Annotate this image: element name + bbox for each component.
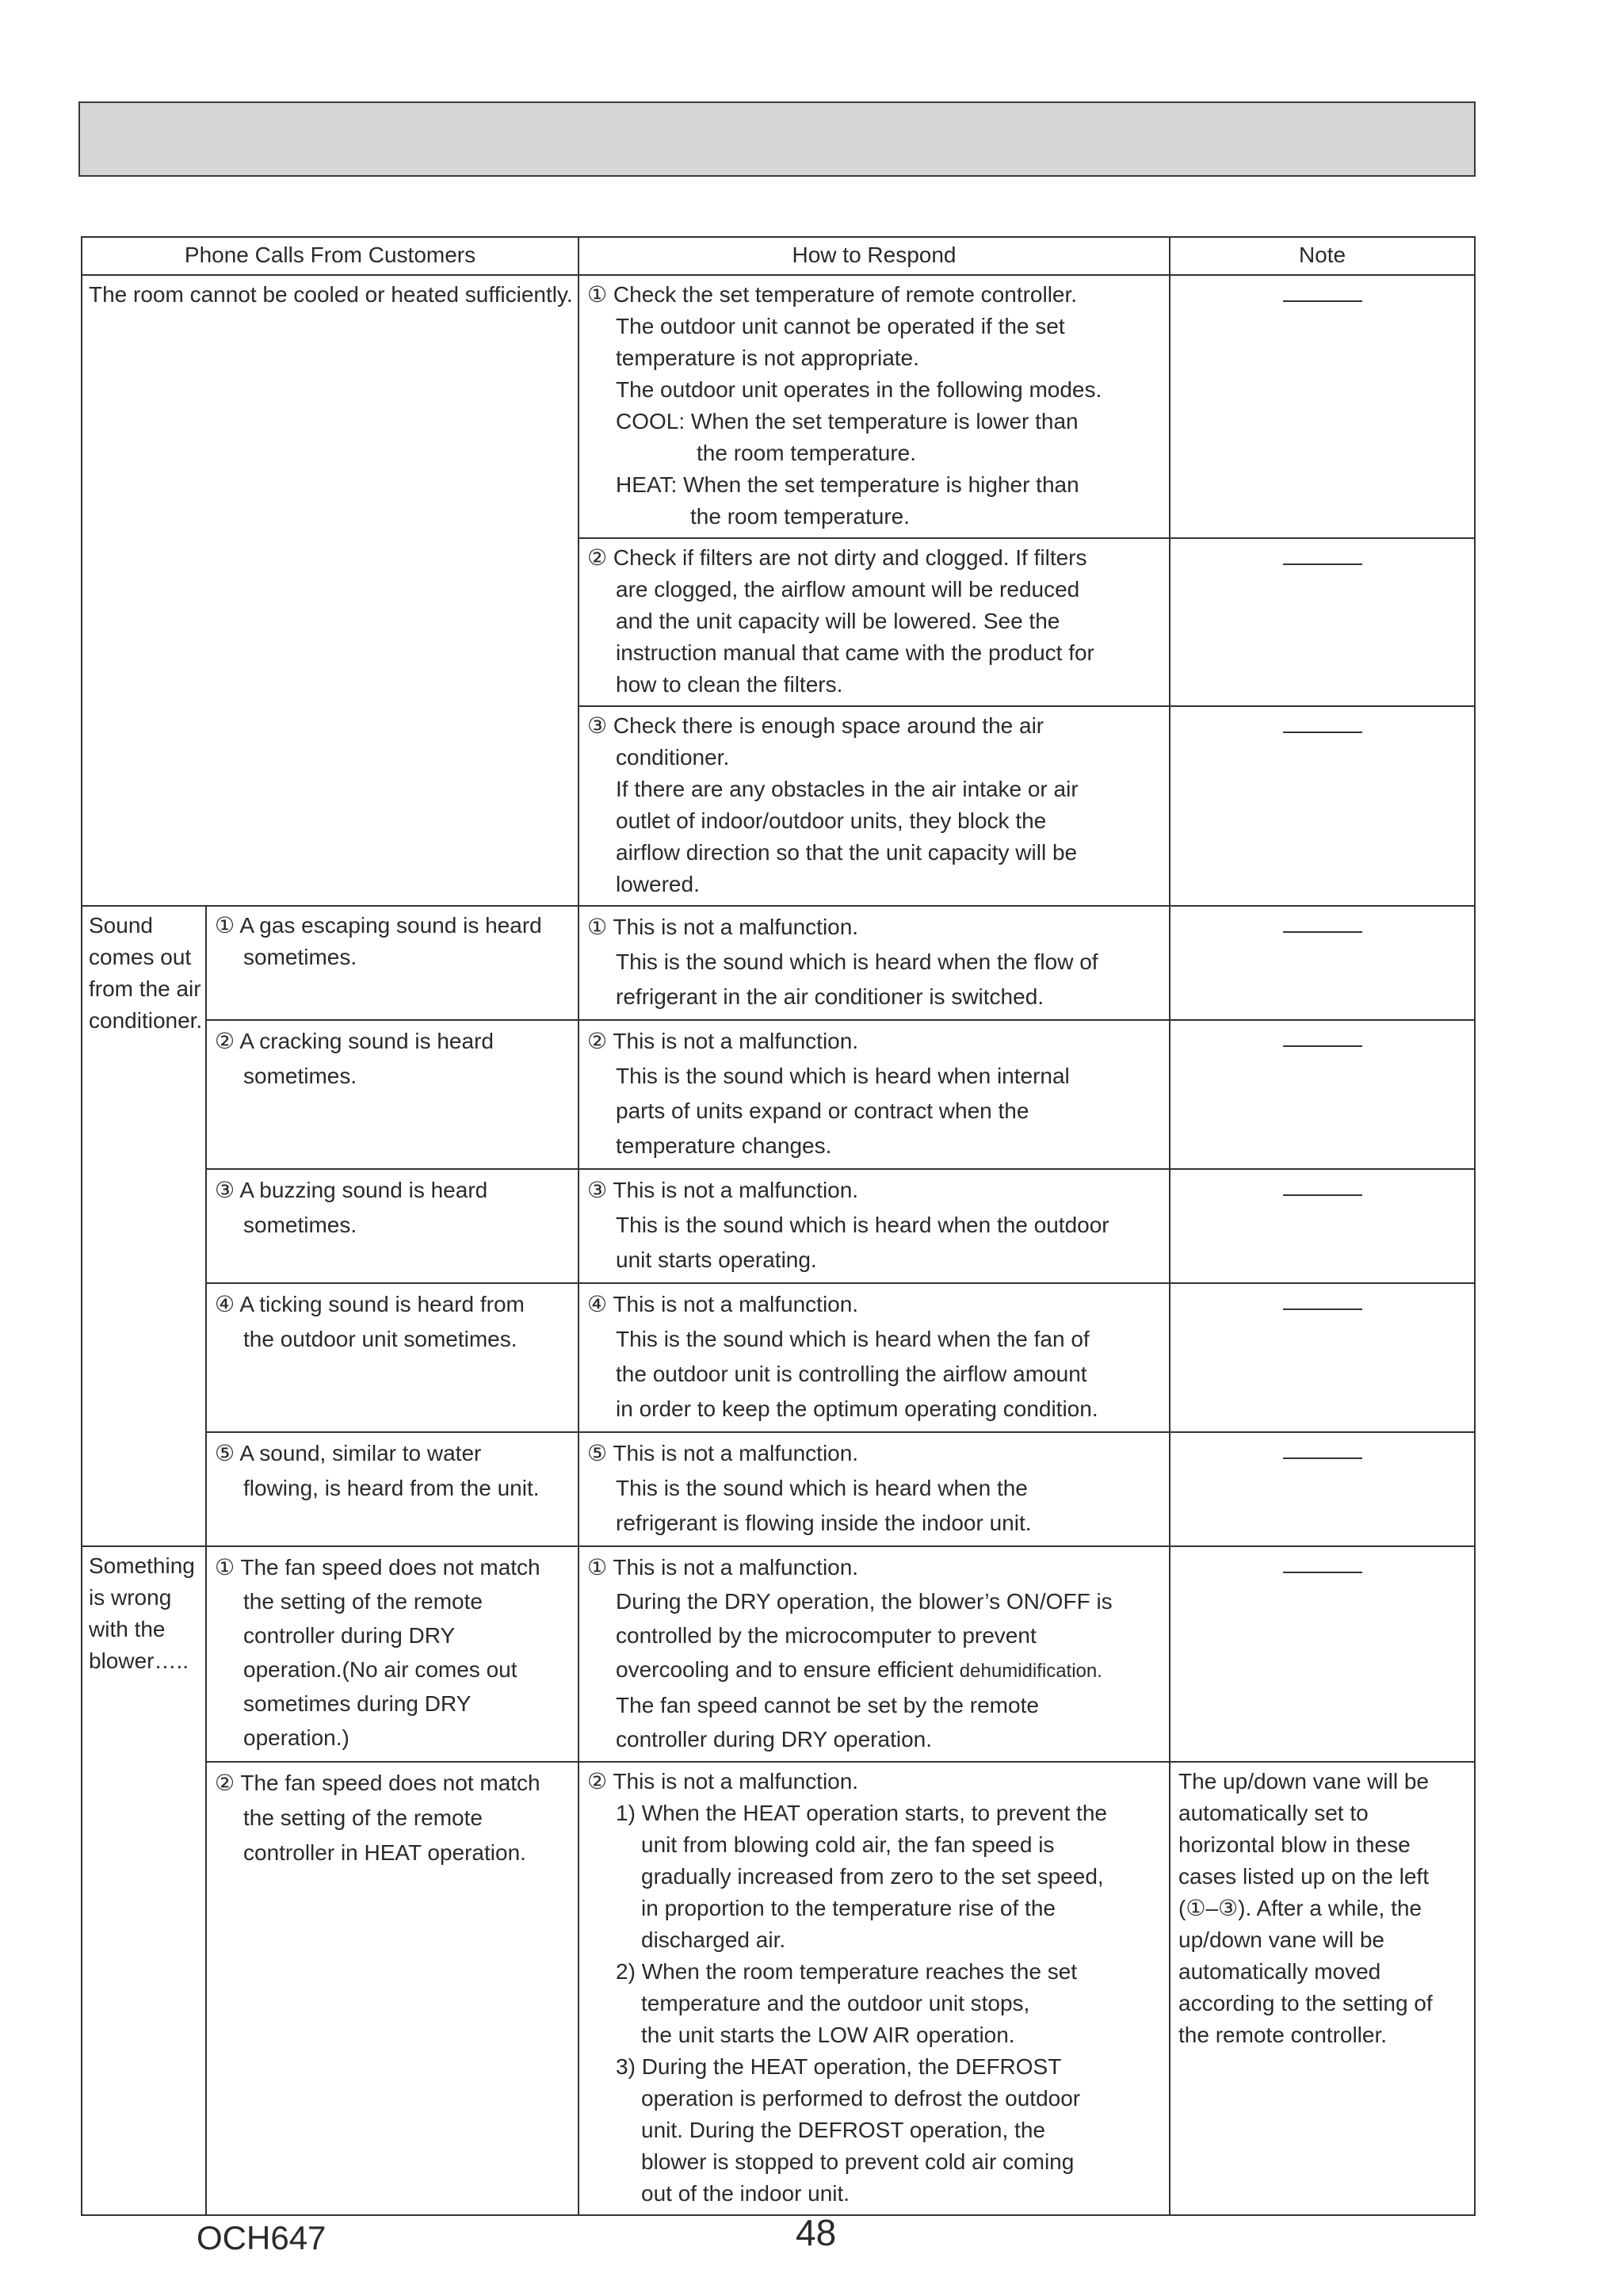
category-line: conditioner. <box>89 1008 203 1033</box>
category-sound <box>82 906 206 1546</box>
note-cell <box>1170 706 1475 906</box>
section-header-bar <box>78 101 1476 177</box>
complaint-line: the outdoor unit sometimes. <box>243 1327 517 1351</box>
response-cell <box>579 1546 1170 1762</box>
complaint-line: sometimes during DRY <box>243 1691 472 1716</box>
note-line: the remote controller. <box>1178 2023 1388 2047</box>
note-dash <box>1283 300 1362 302</box>
note-line: The up/down vane will be <box>1178 1769 1429 1794</box>
category-blower <box>82 1546 206 2215</box>
note-cell <box>1170 1432 1475 1546</box>
complaint-line: sometimes. <box>243 1213 357 1237</box>
response-text: overcooling and to ensure efficient <box>616 1657 954 1682</box>
complaint-cell <box>206 1020 579 1169</box>
response-line: the unit starts the LOW AIR operation. <box>641 2023 1015 2047</box>
response-line: in order to keep the optimum operating condition. <box>616 1396 1098 1421</box>
category-line: is wrong <box>89 1585 172 1610</box>
response-line: and the unit capacity will be lowered. See the <box>616 609 1060 633</box>
complaint-cell <box>206 1169 579 1283</box>
response-line: ② Check if filters are not dirty and clogged. If filters <box>587 545 1087 570</box>
response-line: gradually increased from zero to the set speed, <box>641 1864 1104 1889</box>
response-line: The fan speed cannot be set by the remote <box>616 1693 1039 1717</box>
response-line: instruction manual that came with the product for <box>616 640 1094 665</box>
note-cell <box>1170 538 1475 706</box>
category-line: comes out <box>89 945 192 969</box>
complaint-line: controller during DRY <box>243 1623 456 1648</box>
response-line: refrigerant in the air conditioner is switched. <box>616 984 1044 1009</box>
response-line: ⑤ This is not a malfunction. <box>587 1441 859 1465</box>
complaint-line: ④ A ticking sound is heard from <box>215 1292 525 1316</box>
complaint-line: the setting of the remote <box>243 1805 483 1830</box>
response-cell <box>579 706 1170 906</box>
response-line: controller during DRY operation. <box>616 1727 932 1752</box>
table-row <box>82 1169 1475 1283</box>
header-note: Note <box>1170 237 1475 275</box>
complaint-line: ③ A buzzing sound is heard <box>215 1178 488 1202</box>
response-line: 2) When the room temperature reaches the set <box>616 1959 1078 1984</box>
category-line: blower….. <box>89 1648 189 1673</box>
response-line: ① This is not a malfunction. <box>587 1555 859 1580</box>
complaint-line: flowing, is heard from the unit. <box>243 1476 540 1500</box>
complaint-cell <box>206 1432 579 1546</box>
note-dash <box>1283 1194 1362 1196</box>
response-line: unit from blowing cold air, the fan speed is <box>641 1832 1055 1857</box>
table-row <box>82 275 1475 538</box>
response-line: 3) During the HEAT operation, the DEFROST <box>616 2054 1062 2079</box>
response-line: This is the sound which is heard when the fan of <box>616 1327 1090 1351</box>
response-line: the outdoor unit is controlling the airflow amount <box>616 1362 1087 1386</box>
complaint-text: The room cannot be cooled or heated sufficiently. <box>89 282 573 307</box>
note-dash <box>1283 732 1362 733</box>
response-line: The outdoor unit operates in the following modes. <box>616 377 1102 402</box>
complaint-line: controller in HEAT operation. <box>243 1840 526 1865</box>
response-line: temperature and the outdoor unit stops, <box>641 1991 1030 2015</box>
note-line: automatically moved <box>1178 1959 1381 1984</box>
response-line: controlled by the microcomputer to prevent <box>616 1623 1037 1648</box>
note-line: cases listed up on the left <box>1178 1864 1429 1889</box>
complaint-line: ① The fan speed does not match <box>215 1555 540 1580</box>
response-line: During the DRY operation, the blower’s ON/OFF is <box>616 1589 1113 1614</box>
table-row <box>82 1283 1475 1432</box>
response-line: temperature is not appropriate. <box>616 346 919 370</box>
complaint-room-cooling <box>82 275 579 906</box>
response-cell <box>579 1283 1170 1432</box>
response-cell <box>579 1762 1170 2215</box>
note-line: automatically set to <box>1178 1801 1369 1825</box>
response-line: ① This is not a malfunction. <box>587 915 859 939</box>
response-cell <box>579 1020 1170 1169</box>
note-line: up/down vane will be <box>1178 1927 1384 1952</box>
note-dash <box>1283 563 1362 565</box>
response-line: If there are any obstacles in the air intake or air <box>616 777 1079 801</box>
complaint-line: ② A cracking sound is heard <box>215 1029 494 1053</box>
complaint-cell <box>206 1762 579 2215</box>
response-line: ② This is not a malfunction. <box>587 1769 859 1794</box>
complaint-line: ① A gas escaping sound is heard <box>215 913 542 938</box>
response-line: ④ This is not a malfunction. <box>587 1292 859 1316</box>
response-line: airflow direction so that the unit capacity will be <box>616 840 1078 865</box>
complaint-cell <box>206 1283 579 1432</box>
response-line: discharged air. <box>641 1927 786 1952</box>
table-row <box>82 1432 1475 1546</box>
complaint-cell <box>206 906 579 1020</box>
response-line: refrigerant is flowing inside the indoor unit. <box>616 1511 1032 1535</box>
response-line: conditioner. <box>616 745 730 770</box>
note-cell <box>1170 906 1475 1020</box>
response-cell <box>579 1432 1170 1546</box>
category-line: Sound <box>89 913 153 938</box>
header-how-to-respond: How to Respond <box>579 237 1170 275</box>
response-line: how to clean the filters. <box>616 672 843 697</box>
response-line: This is the sound which is heard when the flow of <box>616 949 1098 974</box>
response-line: ① Check the set temperature of remote controller. <box>587 282 1078 307</box>
category-line: with the <box>89 1617 166 1641</box>
complaint-cell <box>206 1546 579 1762</box>
response-line: out of the indoor unit. <box>641 2181 850 2206</box>
note-line: horizontal blow in these <box>1178 1832 1411 1857</box>
response-cell <box>579 1169 1170 1283</box>
response-line: blower is stopped to prevent cold air coming <box>641 2149 1075 2174</box>
note-dash <box>1283 1572 1362 1573</box>
response-line: HEAT: When the set temperature is higher than <box>616 472 1079 497</box>
response-line: outlet of indoor/outdoor units, they block the <box>616 808 1047 833</box>
complaint-line: ② The fan speed does not match <box>215 1771 540 1795</box>
note-line: (①–③). After a while, the <box>1178 1896 1423 1920</box>
note-cell <box>1170 275 1475 538</box>
complaint-line: sometimes. <box>243 1064 357 1088</box>
troubleshooting-table <box>81 236 1476 2216</box>
note-dash <box>1283 1045 1362 1047</box>
header-phone-calls: Phone Calls From Customers <box>82 237 579 275</box>
category-line: from the air <box>89 976 201 1001</box>
response-line: unit. During the DEFROST operation, the <box>641 2118 1045 2142</box>
model-number: OCH647 <box>197 2219 327 2256</box>
note-cell <box>1170 1283 1475 1432</box>
complaint-line: the setting of the remote <box>243 1589 483 1614</box>
page-number: 48 <box>796 2212 837 2253</box>
response-line: This is the sound which is heard when the <box>616 1476 1028 1500</box>
response-line: lowered. <box>616 872 700 896</box>
response-line: unit starts operating. <box>616 1247 817 1272</box>
response-line: 1) When the HEAT operation starts, to prevent the <box>616 1801 1107 1825</box>
table-row <box>82 1762 1475 2215</box>
note-dash <box>1283 1308 1362 1310</box>
response-line: are clogged, the airflow amount will be reduced <box>616 577 1080 602</box>
response-line: temperature changes. <box>616 1133 832 1158</box>
response-line: the room temperature. <box>690 504 911 529</box>
response-line: parts of units expand or contract when the <box>616 1098 1029 1123</box>
response-line <box>587 1652 1161 1688</box>
response-line: in proportion to the temperature rise of the <box>641 1896 1056 1920</box>
response-line: This is the sound which is heard when internal <box>616 1064 1070 1088</box>
response-line: This is the sound which is heard when the outdoor <box>616 1213 1109 1237</box>
note-cell <box>1170 1546 1475 1762</box>
complaint-line: operation.) <box>243 1725 349 1750</box>
table-row <box>82 906 1475 1020</box>
complaint-line: sometimes. <box>243 945 357 969</box>
note-cell <box>1170 1762 1475 2215</box>
response-line: ③ This is not a malfunction. <box>587 1178 859 1202</box>
response-line: The outdoor unit cannot be operated if the set <box>616 314 1065 338</box>
response-line: ② This is not a malfunction. <box>587 1029 859 1053</box>
table-row <box>82 1020 1475 1169</box>
note-line: according to the setting of <box>1178 1991 1433 2015</box>
response-line: COOL: When the set temperature is lower than <box>616 409 1079 434</box>
response-cell <box>579 275 1170 538</box>
response-cell <box>579 538 1170 706</box>
response-line: operation is performed to defrost the outdoor <box>641 2086 1081 2111</box>
response-small-word: dehumidification. <box>959 1660 1102 1682</box>
note-cell <box>1170 1020 1475 1169</box>
table-row <box>82 1546 1475 1762</box>
note-dash <box>1283 931 1362 933</box>
complaint-line: operation.(No air comes out <box>243 1657 517 1682</box>
response-line: ③ Check there is enough space around the air <box>587 713 1044 738</box>
table-header-row <box>82 237 1475 275</box>
note-cell <box>1170 1169 1475 1283</box>
note-dash <box>1283 1457 1362 1459</box>
category-line: Something <box>89 1553 195 1578</box>
response-line: the room temperature. <box>697 441 917 465</box>
complaint-line: ⑤ A sound, similar to water <box>215 1441 482 1465</box>
response-cell <box>579 906 1170 1020</box>
